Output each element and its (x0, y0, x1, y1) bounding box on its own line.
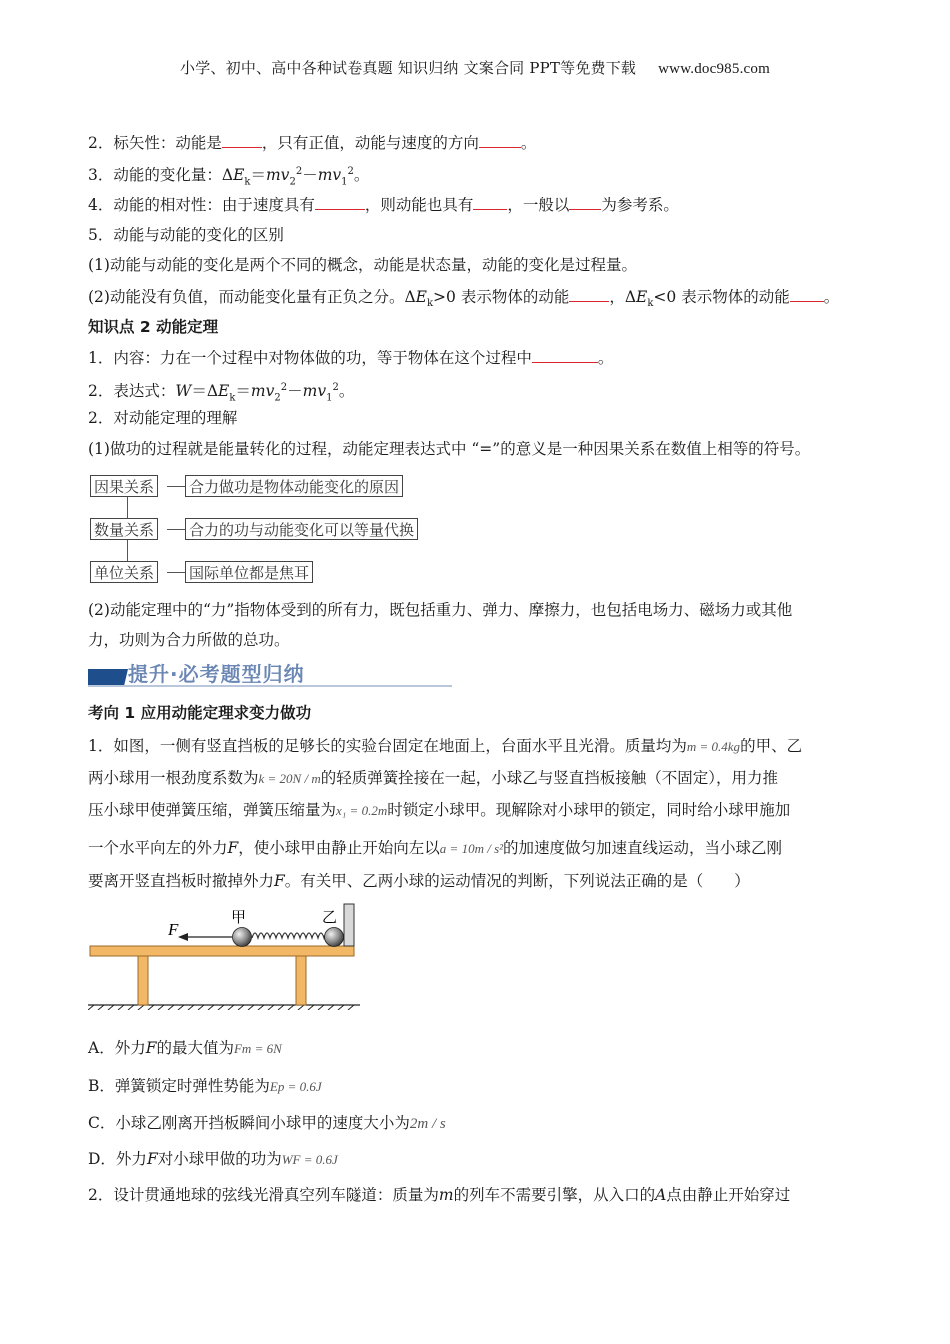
force-label: F (168, 920, 179, 939)
text-line-scalar: 2．标矢性：动能是 ，只有正值，动能与速度的方向 。 (88, 134, 537, 152)
section-heading-kp2: 知识点 2 动能定理 (88, 318, 219, 336)
ball-jia (233, 928, 252, 947)
option-d[interactable]: D．外力F对小球甲做的功为WF = 0.6J (88, 1150, 338, 1168)
text-line-force: (2)动能定理中的“力”指物体受到的所有力，既包括重力、弹力、摩擦力，也包括电场力、磁场力或其他 (88, 601, 793, 619)
text-line-difference: 5．动能与动能的变化的区别 (88, 226, 284, 244)
spring (252, 933, 336, 938)
table-leg (138, 955, 148, 1005)
question-1-line-2: 两小球用一根劲度系数为k = 20N / m的轻质弹簧拴接在一起，小球乙与竖直挡板接触（不固定），用力推 (88, 769, 778, 787)
force-arrowhead (178, 933, 188, 941)
text-line-process: (1)做功的过程就是能量转化的过程，动能定理表达式中 “=”的意义是一种因果关系在数值上相等的符号。 (88, 440, 811, 458)
connector (127, 497, 128, 518)
relation-box-unit: 单位关系 (90, 561, 158, 583)
option-a[interactable]: A．外力F的最大值为Fm = 6N (88, 1039, 282, 1057)
connector (127, 540, 128, 561)
banner-title: 提升·必考题型归纳 (128, 662, 305, 686)
fill-blank (569, 286, 609, 302)
question-2-line-1: 2．设计贯通地球的弦线光滑真空列车隧道：质量为m的列车不需要引擎，从入口的A点由静止开始穿过 (88, 1186, 791, 1204)
option-b[interactable]: B．弹簧锁定时弹性势能为Ep = 0.6J (88, 1077, 322, 1095)
question-1-line-1: 1．如图，一侧有竖直挡板的足够长的实验台固定在地面上，台面水平且光滑。质量均为m = 0.4kg的甲、乙 (88, 737, 803, 755)
question-1-line-5: 要离开竖直挡板时撤掉外力F。有关甲、乙两小球的运动情况的判断，下列说法正确的是（ ） (88, 872, 750, 890)
connector (167, 486, 185, 487)
text-line-expression: 2．表达式：$W=\Delta E_k=mv_2^2-mv_1^2$。 (88, 382, 355, 404)
text-line-relativity: 4．动能的相对性：由于速度具有 ，则动能也具有 ，一般以 为参考系。 (88, 196, 679, 214)
connector (167, 529, 185, 530)
question-1-line-4: 一个水平向左的外力F，使小球甲由静止开始向左以a = 10m / s²的加速度做匀加速直线运动，当小球乙刚 (88, 839, 783, 857)
relation-desc-quantity: 合力的功与动能变化可以等量代换 (185, 518, 418, 540)
section-heading-kx1: 考向 1 应用动能定理求变力做功 (88, 704, 312, 722)
fill-blank (532, 347, 598, 363)
text-line-concept: (1)动能与动能的变化是两个不同的概念，动能是状态量，动能的变化是过程量。 (88, 256, 637, 274)
ball-yi (325, 928, 344, 947)
experiment-figure (88, 902, 368, 1010)
relation-box-causal: 因果关系 (90, 475, 158, 497)
text-line-negative: (2)动能没有负值，而动能变化量有正负之分。$\Delta E_k>0$ 表示物体的动能 ，$\Delta E_k<0$ 表示物体的动能 。 (88, 288, 840, 310)
fill-blank (315, 194, 365, 210)
table-leg (296, 955, 306, 1005)
fill-blank (222, 132, 262, 148)
connector (167, 572, 185, 573)
option-c[interactable]: C．小球乙刚离开挡板瞬间小球甲的速度大小为2m / s (88, 1114, 446, 1132)
fill-blank (790, 286, 824, 302)
header-text: 小学、初中、高中各种试卷真题 知识归纳 文案合同 PPT等免费下载 (180, 59, 637, 77)
text-line-change: 3．动能的变化量：$\Delta E_k=mv_2^2-mv_1^2$。 (88, 166, 370, 188)
page-header (0, 57, 950, 78)
fill-blank (473, 194, 507, 210)
fill-blank (479, 132, 521, 148)
text-line-understanding: 2．对动能定理的理解 (88, 409, 238, 427)
relation-desc-causal: 合力做功是物体动能变化的原因 (185, 475, 403, 497)
question-1-line-3: 压小球甲使弹簧压缩，弹簧压缩量为x₁ = 0.2m时锁定小球甲。现解除对小球甲的锁定，同时给小球甲施加 (88, 801, 791, 819)
ball-yi-label: 乙 (322, 908, 338, 926)
text-line-content: 1．内容：力在一个过程中对物体做的功，等于物体在这个过程中 。 (88, 349, 614, 367)
relation-box-quantity: 数量关系 (90, 518, 158, 540)
vertical-baffle (344, 904, 354, 946)
ball-jia-label: 甲 (231, 908, 247, 926)
fill-blank (569, 194, 601, 210)
table-top (90, 946, 354, 956)
text-line-total-work: 力，功则为合力所做的总功。 (88, 631, 290, 649)
relation-desc-unit: 国际单位都是焦耳 (185, 561, 313, 583)
ground-hatching (88, 1005, 354, 1010)
header-url[interactable]: www.doc985.com (658, 61, 770, 77)
